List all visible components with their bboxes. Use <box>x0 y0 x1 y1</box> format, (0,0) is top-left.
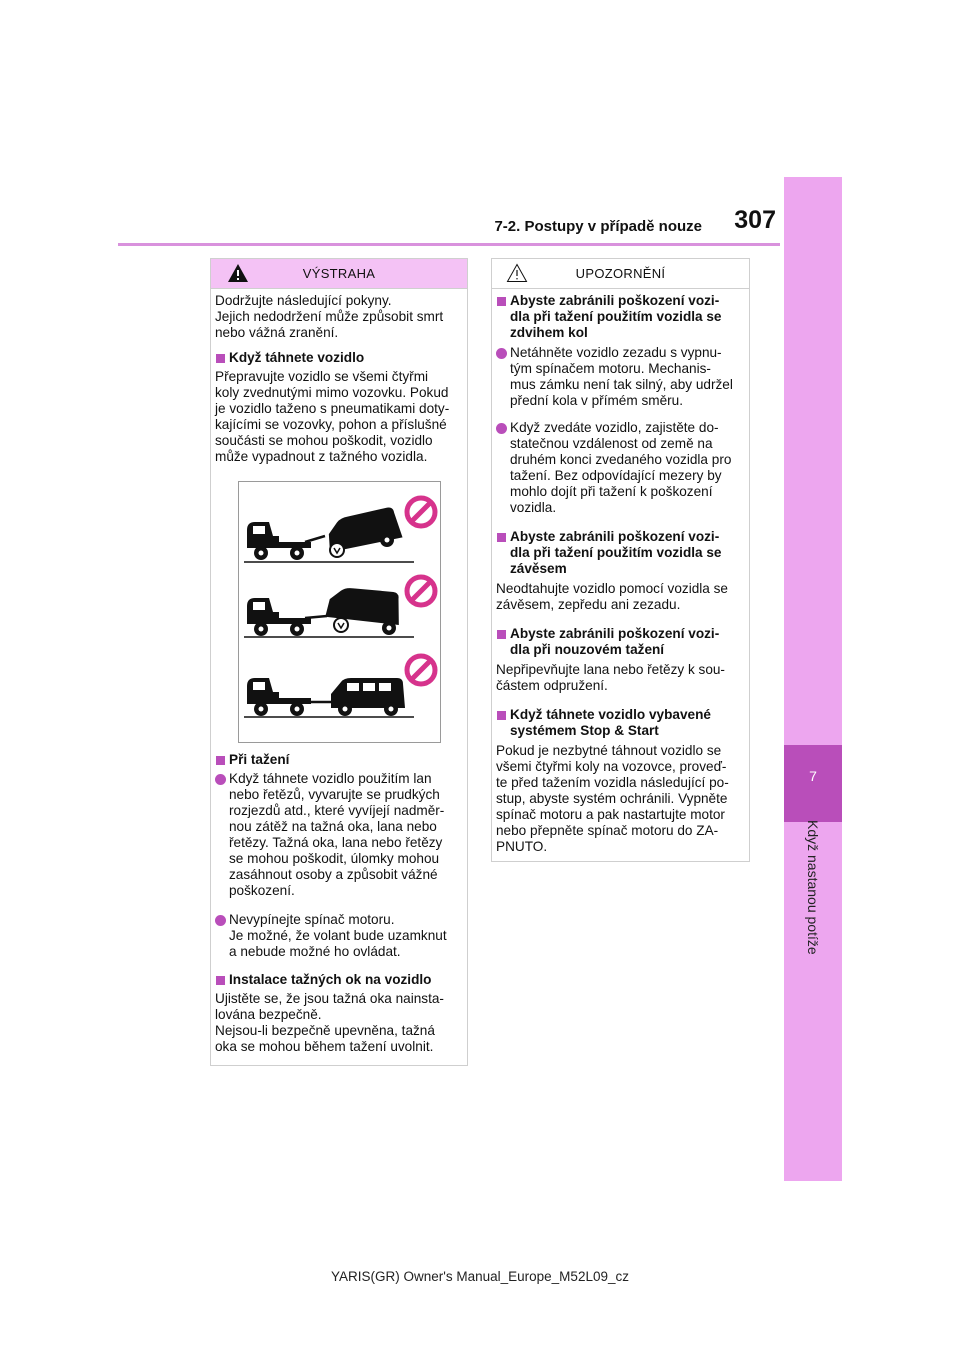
page-number: 307 <box>734 206 776 234</box>
round-bullet-icon <box>215 915 226 926</box>
warning-s2-b1-line: Když táhnete vozidlo použitím lan <box>229 771 432 786</box>
caution-h2-line: dla při tažení použitím vozidla se <box>510 545 722 560</box>
caution-t3-line: Nepřipevňujte lana nebo řetězy k sou- <box>496 662 725 677</box>
warning-s1-line: součásti se mohou poškodit, vozidlo <box>215 433 433 448</box>
caution-h1-line: dla při tažení použitím vozidla se <box>510 309 722 324</box>
caution-h3-line: dla při nouzovém tažení <box>510 642 665 657</box>
warning-intro-1: Dodržujte následující pokyny. <box>215 293 392 308</box>
square-bullet-icon <box>216 976 225 985</box>
tow-truck-icon <box>247 678 331 716</box>
footer-manual-id: YARIS(GR) Owner's Manual_Europe_M52L09_cz <box>331 1269 629 1284</box>
caution-h2-line: Abyste zabránili poškození vozi- <box>510 529 720 544</box>
towed-suv-icon <box>324 506 403 557</box>
warning-s2-b2-line: Nevypínejte spínač motoru. <box>229 912 395 927</box>
caution-h1-line: zdvihem kol <box>510 325 588 340</box>
warning-intro-2: Jejich nedodržení může způsobit smrt <box>215 309 444 324</box>
warning-s2-b1-line: nebo řetězů, vyvarujte se prudkých <box>229 787 440 802</box>
caution-b1-line: Netáhněte vozidlo zezadu s vypnu- <box>510 345 722 360</box>
warning-s1-line: kajícími se vozovky, pohon a příslušné <box>215 417 447 432</box>
caution-b1-line: tým spínačem motoru. Mechanis- <box>510 361 711 376</box>
chapter-label: Když nastanou potíže <box>805 820 821 955</box>
warning-s2-b1-line: se mohou poškodit, úlomky mohou <box>229 851 440 866</box>
round-bullet-icon <box>496 423 507 434</box>
round-bullet-icon <box>496 348 507 359</box>
caution-t2-line: závěsem, zepředu ani zezadu. <box>496 597 681 612</box>
warning-s1-line: je vozidlo taženo s pneumatikami doty- <box>215 401 450 416</box>
square-bullet-icon <box>497 630 506 639</box>
caution-b2-line: Když zvedáte vozidlo, zajistěte do- <box>510 420 719 435</box>
towed-suv-icon <box>325 583 403 635</box>
caution-title: UPOZORNĚNÍ <box>575 266 666 281</box>
prohibited-icon <box>407 577 435 605</box>
warning-s1-line: koly zvednutými mimo vozovku. Pokud <box>215 385 449 400</box>
caution-b2-line: mohlo dojít při tažení k poškození <box>510 484 713 499</box>
caution-header <box>492 259 749 289</box>
caution-t2-line: Neodtahujte vozidlo pomocí vozidla se <box>496 581 728 596</box>
warning-s2-b1-line: řetězy. Tažná oka, lana nebo řetězy <box>229 835 443 850</box>
caution-b2-line: druhém konci zvedaného vozidla pro <box>510 452 732 467</box>
round-bullet-icon <box>215 774 226 785</box>
caution-t4-line: Pokud je nezbytné táhnout vozidlo se <box>496 743 722 758</box>
warning-s2-b1-line: poškození. <box>229 883 295 898</box>
square-bullet-icon <box>497 533 506 542</box>
chapter-number: 7 <box>809 768 817 784</box>
warning-title: VÝSTRAHA <box>302 266 376 281</box>
caution-t3-line: částem odpružení. <box>496 678 608 693</box>
warning-s3-line: Ujistěte se, že jsou tažná oka nainsta- <box>215 991 444 1006</box>
towed-suv-icon <box>331 678 405 716</box>
tow-truck-icon <box>247 598 327 636</box>
caution-t4-line: te před tažením vozidla následující po- <box>496 775 729 790</box>
warning-s2-b2-line: Je možné, že volant bude uzamknut <box>229 928 447 943</box>
caution-b2-line: tažení. Bez odpovídající mezery by <box>510 468 722 483</box>
warning-s2-heading: Při tažení <box>229 752 290 767</box>
caution-t4-line: nebo přepněte spínač motoru do ZA- <box>496 823 719 838</box>
caution-h3-line: Abyste zabránili poškození vozi- <box>510 626 720 641</box>
caution-t4-line: stup, abyste systém ochránili. Vypněte <box>496 791 728 806</box>
square-bullet-icon <box>216 756 225 765</box>
warning-s2-b1-line: zasáhnout osoby a způsobit vážné <box>229 867 438 882</box>
warning-s3-line: Nejsou-li bezpečně upevněna, tažná <box>215 1023 435 1038</box>
caution-h4-line: Když táhnete vozidlo vybavené <box>510 707 711 722</box>
prohibited-icon <box>407 656 435 684</box>
caution-h2-line: závěsem <box>510 561 567 576</box>
square-bullet-icon <box>497 297 506 306</box>
prohibited-icon <box>407 498 435 526</box>
header-rule <box>118 243 780 246</box>
warning-intro-3: nebo vážná zranění. <box>215 325 339 340</box>
caution-b2-line: vozidla. <box>510 500 557 515</box>
square-bullet-icon <box>216 354 225 363</box>
caution-b1-line: mus zámku není tak silný, aby udržel <box>510 377 733 392</box>
warning-s2-b1-line: rozjezdů atd., které vyvíjejí nadměr- <box>229 803 445 818</box>
square-bullet-icon <box>497 711 506 720</box>
warning-s3-heading: Instalace tažných ok na vozidlo <box>229 972 432 987</box>
warning-s1-line: Přepravujte vozidlo se všemi čtyřmi <box>215 369 429 384</box>
warning-s1-heading: Když táhnete vozidlo <box>229 350 365 365</box>
section-title: 7-2. Postupy v případě nouze <box>494 218 702 235</box>
towing-illustration <box>238 481 441 743</box>
caution-h4-line: systémem Stop & Start <box>510 723 659 738</box>
warning-s3-line: lována bezpečně. <box>215 1007 322 1022</box>
chapter-label-wrap <box>804 820 822 1000</box>
prohibited-towing-methods-figure <box>239 482 440 742</box>
caution-t4-line: spínač motoru a pak nastartujte motor <box>496 807 725 822</box>
caution-t4-line: PNUTO. <box>496 839 548 854</box>
tow-truck-icon <box>247 522 325 560</box>
warning-s1-line: může vypadnout z tažného vozidla. <box>215 449 428 464</box>
caution-h1-line: Abyste zabránili poškození vozi- <box>510 293 720 308</box>
caution-b2-line: statečnou vzdálenost od země na <box>510 436 713 451</box>
caution-b1-line: přední kola v přímém směru. <box>510 393 684 408</box>
warning-header <box>211 259 467 289</box>
warning-s3-line: oka se mohou během tažení uvolnit. <box>215 1039 434 1054</box>
caution-t4-line: všemi čtyřmi koly na vozovce, proveď- <box>496 759 727 774</box>
warning-s2-b2-line: a nebude možné ho ovládat. <box>229 944 401 959</box>
chapter-side-tab <box>784 177 842 1181</box>
warning-s2-b1-line: nou zátěž na tažná oka, lana nebo <box>229 819 437 834</box>
